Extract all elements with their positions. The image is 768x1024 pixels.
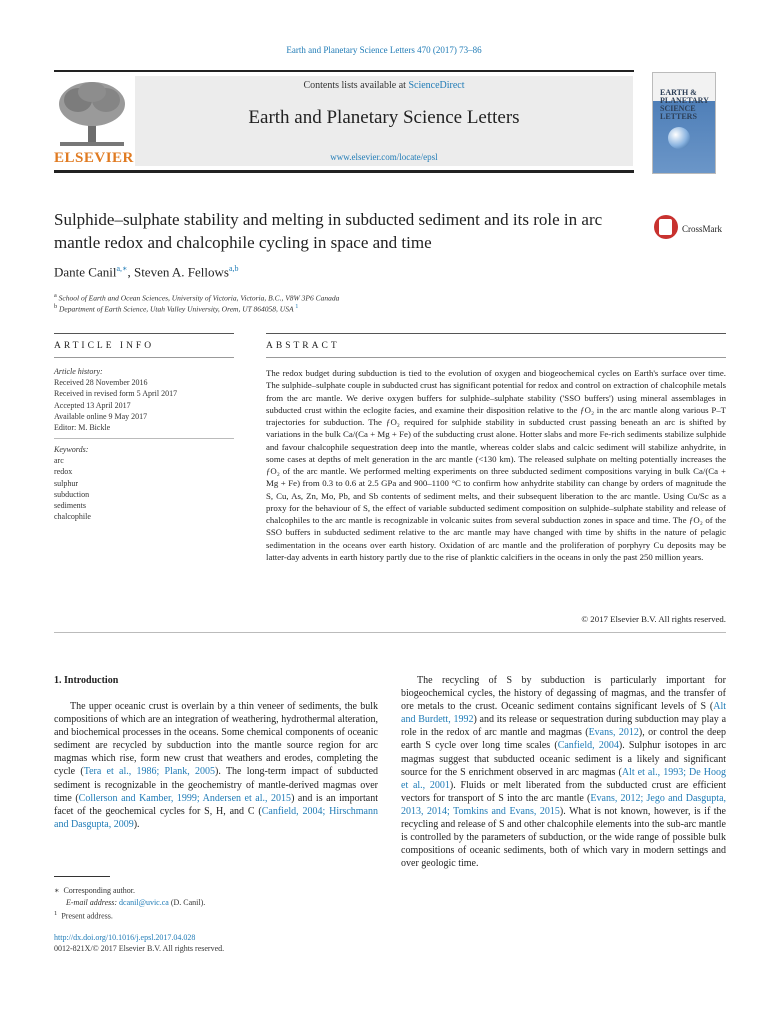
- journal-reference[interactable]: Earth and Planetary Science Letters 470 (2017) 73–86: [286, 45, 482, 55]
- body-text: ). Fluids or melt liberated from the subducted crust are efficient vectors for transport of S into the arc mantle (: [401, 779, 727, 804]
- citation-link[interactable]: Canfield, 2004: [557, 740, 619, 752]
- footnote-text: Present address.: [61, 911, 113, 921]
- abstract-heading: ABSTRACT: [266, 341, 340, 351]
- affiliation-marker: a: [54, 292, 57, 299]
- footnote-marker: 1: [54, 910, 58, 917]
- body-text: ) and its release or sequestration during subduction may play a role in the redox of arc mantle and magmas (: [401, 714, 727, 739]
- keyword: arc: [54, 456, 64, 466]
- affiliation-a: [54, 292, 339, 303]
- contents-line: [135, 80, 633, 91]
- journal-cover-title: EARTH & PLANETARY SCIENCE LETTERS: [660, 88, 709, 121]
- abstract-end-rule: [54, 632, 726, 633]
- footnote-marker: ∗: [54, 886, 60, 895]
- email-note: [66, 898, 205, 907]
- citation-link[interactable]: Evans, 2012; Jego and Dasgupta, 2013, 2014; Tomkins and Evans, 2015: [401, 792, 727, 817]
- email-suffix: (D. Canil).: [170, 898, 206, 907]
- body-text: ).: [133, 818, 140, 830]
- citation-link[interactable]: Evans, 2012: [588, 727, 639, 739]
- header-bottom-rule: [54, 170, 634, 173]
- author-name: Dante Canil: [54, 264, 117, 280]
- footnote-marker[interactable]: 1: [295, 303, 299, 310]
- elsevier-wordmark: ELSEVIER: [54, 150, 134, 166]
- history-item: Accepted 13 April 2017: [54, 400, 131, 410]
- body-text: The upper oceanic crust is overlain by a thin veneer of sediments, the bulk compositions of which are an integration of weathering, hydrothermal alteration, and biochemical processes in the oceans. Some chemical components of oceanic sediment are recycled by subduction into the mantle source region for arc magmas which rise, form new crust that weathers and erodes, completing the cycle (: [54, 701, 378, 778]
- article-history-label: Article history:: [54, 367, 103, 376]
- citation-link[interactable]: Alt et al., 1993; De Hoog et al., 2001: [401, 766, 726, 791]
- body-text: ). What is not known, however, is if the recycling and release of S and other chalcophile elements into the sub-arc mantle is controlled by the parameters of subduction, or the wide range of possible bulk compositions of oceanic sediments, both of which vary in modern settings and over geologic time.: [401, 805, 727, 870]
- footnote-text: Corresponding author.: [63, 886, 135, 895]
- footnote-rule: [54, 876, 110, 877]
- email-link[interactable]: dcanil@uvic.ca: [119, 898, 169, 907]
- citation-link[interactable]: Tera et al., 1986; Plank, 2005: [83, 766, 216, 778]
- affiliation-text: Department of Earth Science, Utah Valley University, Orem, UT 864058, USA: [59, 304, 294, 314]
- cover-globe-icon: [668, 127, 690, 149]
- history-item: Available online 9 May 2017: [54, 411, 148, 421]
- issn-line: 0012-821X/© 2017 Elsevier B.V. All rights reserved.: [54, 944, 225, 953]
- crossmark-bookmark-icon: [659, 219, 672, 235]
- header-top-rule: [54, 70, 634, 72]
- contents-prefix: Contents lists available at: [303, 80, 409, 91]
- section-title-introduction: 1. Introduction: [54, 675, 119, 686]
- present-address-note: [54, 910, 113, 921]
- article-info-rule-lower: [54, 357, 234, 358]
- paper-title: Sulphide–sulphate stability and melting in subducted sediment and its role in arc mantle redox and chalcophile cycling in space and time: [54, 210, 603, 252]
- intro-paragraph-left: [54, 700, 378, 831]
- keyword: chalcophile: [54, 512, 91, 522]
- keyword: sulphur: [54, 478, 78, 488]
- abstract-rule-lower: [266, 357, 726, 358]
- affiliation-text: School of Earth and Ocean Sciences, University of Victoria, Victoria, B.C., V8W 3P6 Canada: [58, 293, 340, 303]
- sciencedirect-link[interactable]: ScienceDirect: [408, 80, 465, 91]
- abstract-text: The redox budget during subduction is tied to the evolution of oxygen and biogeochemical cycles on Earth's surface over time. The sulphide–sulphate couple in subducted crust has significant potential for redox and control on extraction of chalcophile metals from the arc mantle. We derive oxygen buffers for sulphide–sulphate stability ('SSO buffers') using mineral assemblages in subducted crust within the eclogite facies, and examine their disposition relative to the ƒO₂ in the arc mantle along various P–T trajectories for subduction. The ƒO₂ required for sulphide stability in subducted crust passing beneath an arc is shifted by variations in the bulk Ca/(Ca + Mg + Fe) of the subducting crust alone. Hotter slabs and more Fe-rich sediments stabilize sulphide and favour chalcophile sequestration deep into the mantle, whereas colder slabs and calcic sediment will stabilize anhydrite, in some cases at depths of melt generation in the arc mantle (<130 km). The released sulphate on melting potentially increases the ƒO₂ of the arc mantle. We performed melting experiments on three subducted sediment compositions varying in bulk Ca/(Ca + Mg + Fe) from 0.3 to 0.6 at 2.5 GPa and 900–1100 °C to confirm how anhydrite stability can change by orders of magnitude the S, Cu, As, Zn, Mo, Pb, and Sb contents of sediment melts, and their subsequent liberation to the arc mantle. Using Cu/Sc as a proxy for the behaviour of S, the effect of variable subducted sediment composition on sulphide–sulphate stability and release of chalcophiles to the arc mantle is recognizable in volcanic suites from several subduction zones in space and time. The ƒO₂ of the SSO buffers in subducted sediment relative to the arc mantle may have changed with time by shifts in the nature of pelagic sedimentation in the oceans over earth history. Oxidation of arc mantle and the proliferation of porphyry Cu deposits may be latter-day advents in earth history partly due to the rise of planktic calcifiers in the oceans in only the past 250 million years.: [266, 368, 726, 562]
- keywords: [54, 444, 234, 522]
- abstract-copyright: © 2017 Elsevier B.V. All rights reserved.: [581, 614, 726, 624]
- intro-paragraph-right: [401, 674, 726, 870]
- crossmark-label[interactable]: CrossMark: [682, 224, 722, 234]
- citation-link[interactable]: Alt and Burdett, 1992: [401, 701, 726, 726]
- article-info-rule: [54, 333, 234, 334]
- citation-link[interactable]: Collerson and Kamber, 1999; Andersen et al., 2015: [78, 792, 292, 804]
- history-item: Received 28 November 2016: [54, 378, 148, 388]
- body-text: The recycling of S by subduction is particularly important for biogeochemical cycles, the history of degassing of magmas, and the transfer of ore metals to the crust. Oceanic sediment contains significant levels of S (: [401, 675, 726, 713]
- doi-link[interactable]: http://dx.doi.org/10.1016/j.epsl.2017.04.028: [54, 933, 196, 942]
- body-text: ), or control the deep earth S cycle over long time scales (: [401, 727, 726, 752]
- author-affiliation-marker[interactable]: a,∗: [116, 264, 128, 273]
- email-label: E-mail address:: [66, 898, 118, 907]
- journal-url-link[interactable]: www.elsevier.com/locate/epsl: [330, 152, 438, 162]
- article-history: [54, 366, 234, 433]
- body-text: ). The long-term impact of subducted sediment is recognizable in the geochemistry of mantle-derived magmas over time (: [54, 766, 379, 804]
- history-item: Received in revised form 5 April 2017: [54, 389, 178, 399]
- affiliation-marker: b: [54, 303, 58, 310]
- body-text: ) and is an important facet of the geochemical cycles for S, H, and C (: [54, 792, 378, 817]
- keyword: sediments: [54, 501, 86, 511]
- elsevier-tree-logo: [54, 78, 130, 150]
- author-affiliation-marker[interactable]: a,b: [228, 264, 239, 273]
- article-info-heading: ARTICLE INFO: [54, 341, 155, 351]
- author-list: Dante Canil$^{a,∗}$, Steven A. Fellows$^{a,b}$: [54, 264, 239, 280]
- keywords-rule: [54, 438, 234, 439]
- keyword: redox: [54, 467, 73, 477]
- affiliation-b: [54, 303, 298, 314]
- keywords-label: Keywords:: [54, 445, 89, 454]
- author-name: Steven A. Fellows: [133, 264, 229, 280]
- keyword: subduction: [54, 489, 90, 499]
- body-text: ). Sulphur isotopes in arc magmas suggest that subducted oceanic sediment is a likely and significant source for the S enrichment observed in arc magmas (: [401, 740, 726, 778]
- journal-title: Earth and Planetary Science Letters: [248, 107, 520, 128]
- abstract-rule: [266, 333, 726, 334]
- corresponding-author-note: [54, 886, 135, 895]
- citation-link[interactable]: Canfield, 2004; Hirschmann and Dasgupta, 2009: [54, 805, 378, 830]
- history-item: Editor: M. Bickle: [54, 423, 111, 433]
